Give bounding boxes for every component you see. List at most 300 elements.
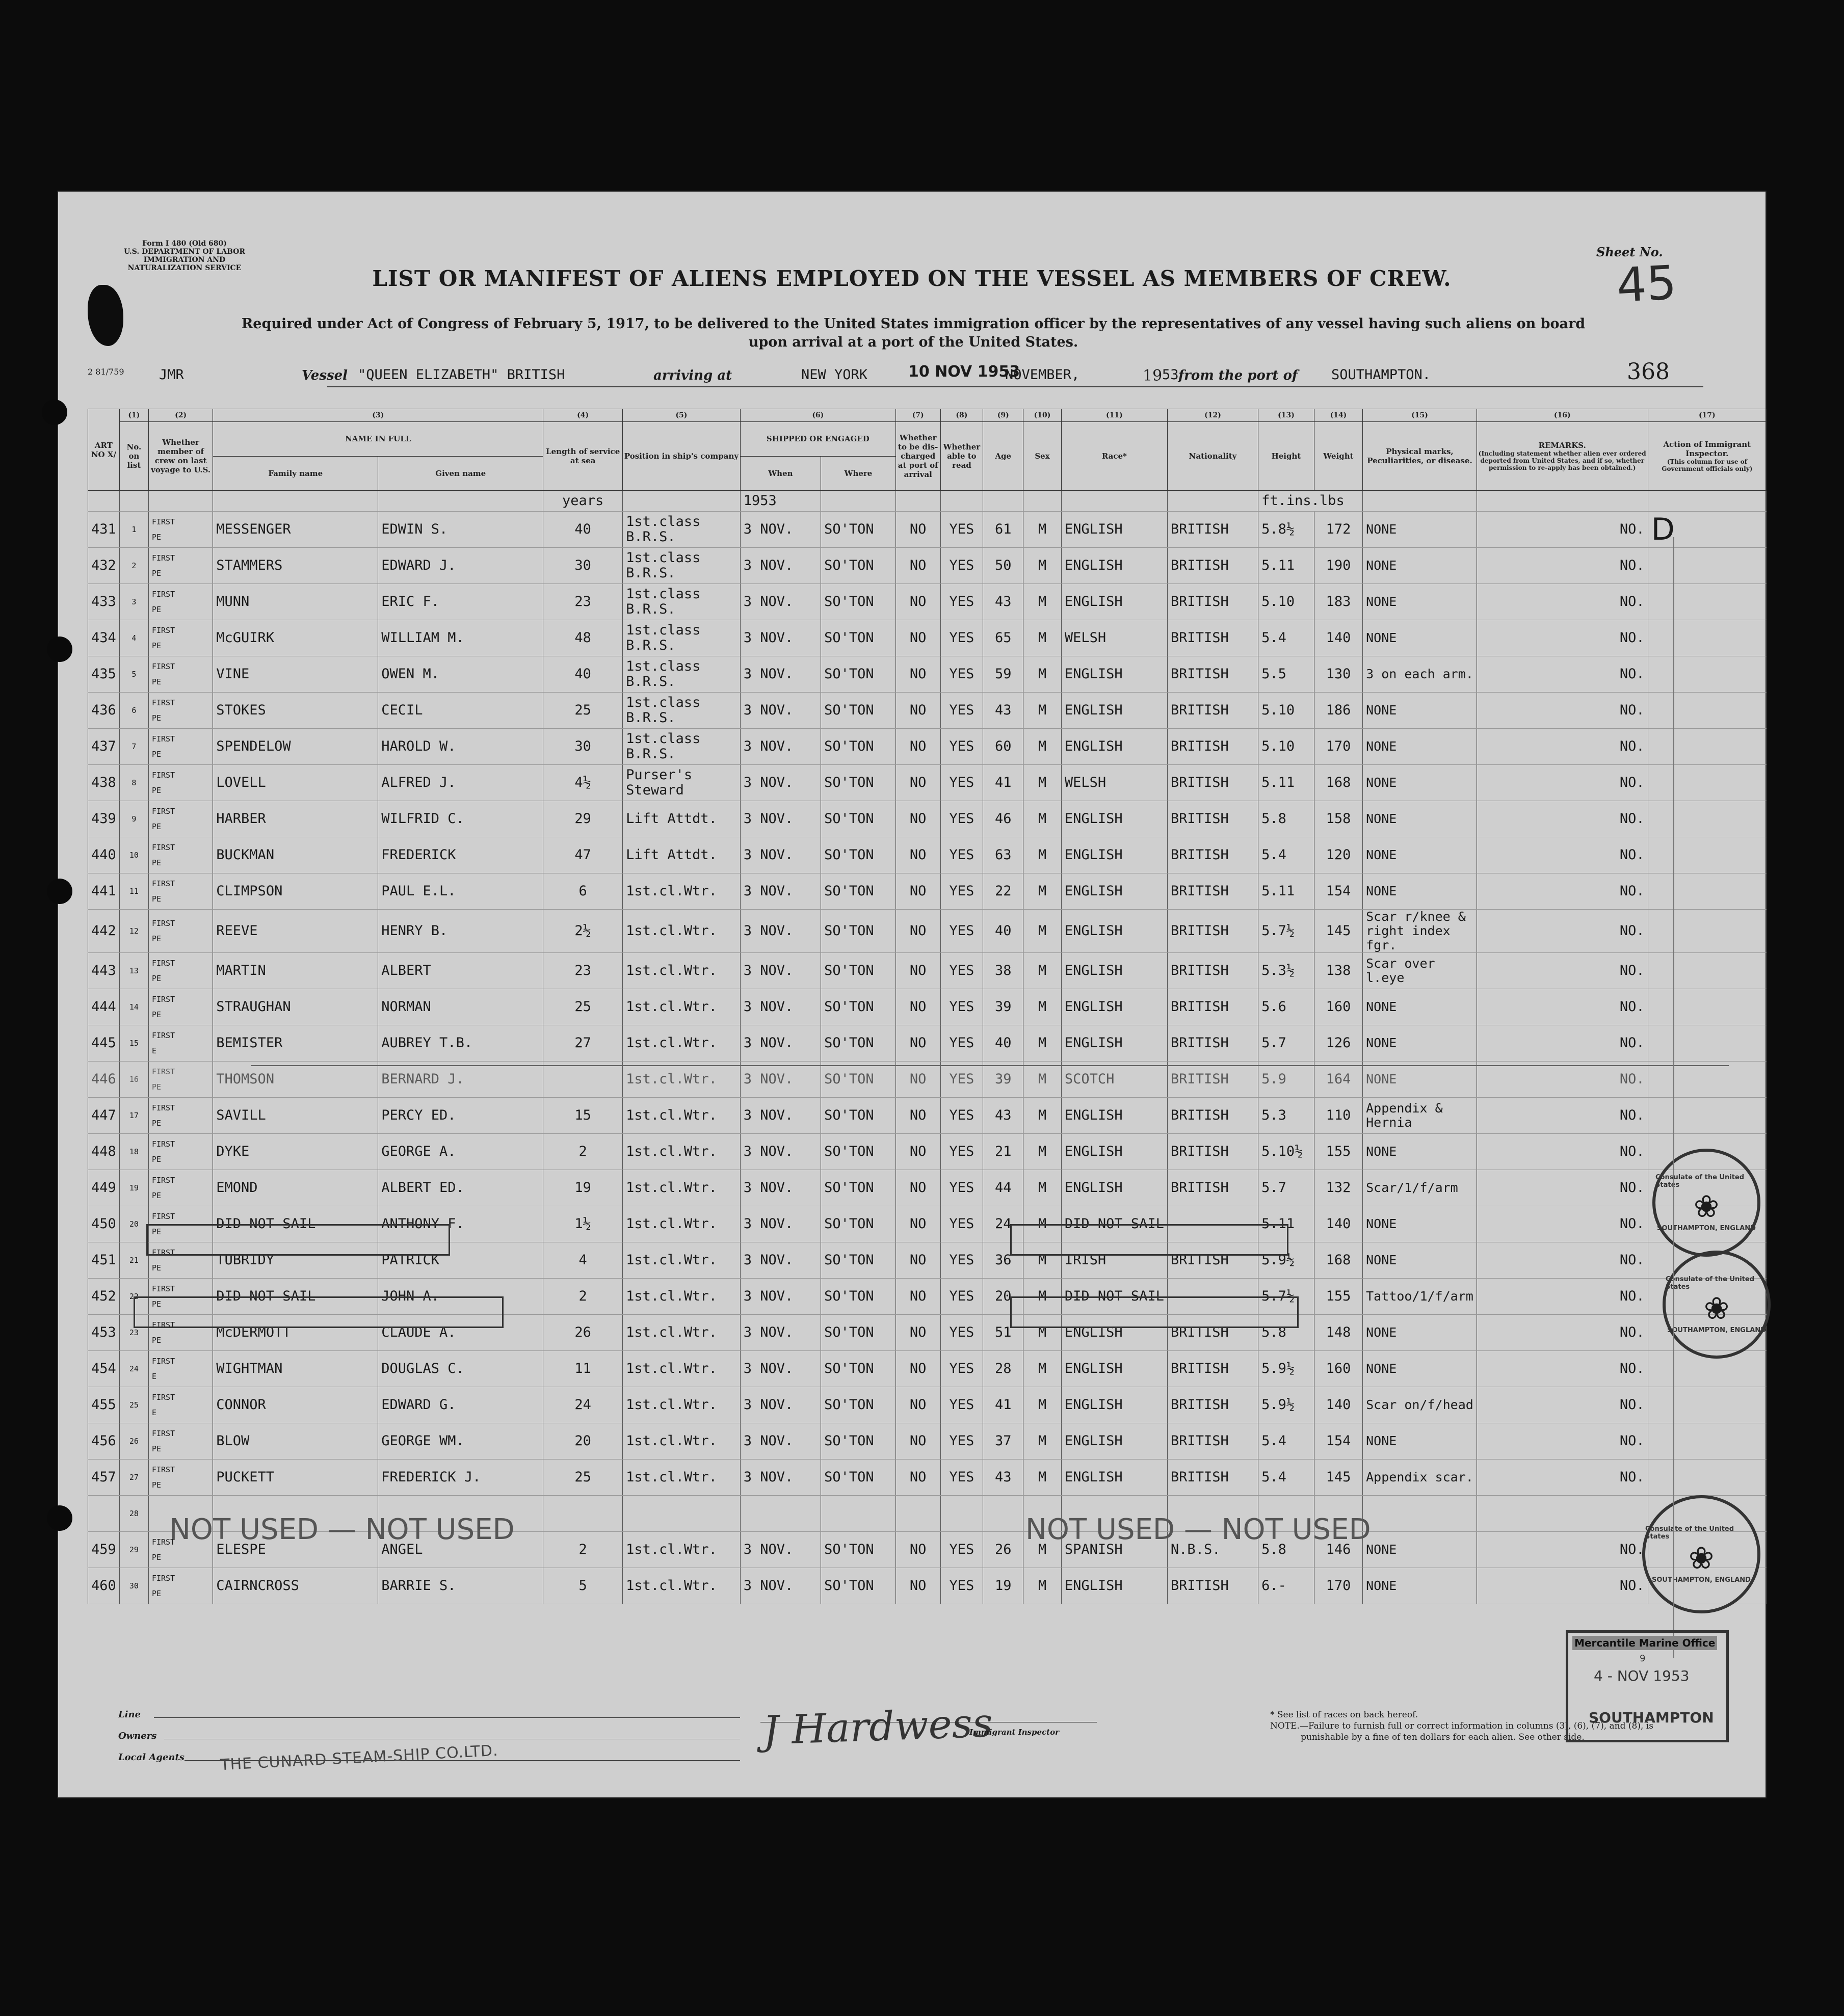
cell-remarks: NO. bbox=[1477, 584, 1648, 620]
cell-discharged: NO bbox=[895, 953, 940, 989]
cell-physical-marks: NONE bbox=[1363, 1242, 1477, 1279]
cell-remarks: NO. bbox=[1477, 953, 1648, 989]
position-line: 1st.cl.Wtr. bbox=[626, 1433, 717, 1449]
cell-art-number: 460 bbox=[88, 1568, 120, 1604]
cell-weight: 155 bbox=[1314, 1134, 1362, 1170]
cell-age: 26 bbox=[983, 1532, 1023, 1568]
cell-crew-member-status bbox=[148, 1460, 213, 1496]
cell-sex: M bbox=[1023, 1170, 1062, 1206]
cell-race: ENGLISH bbox=[1061, 1387, 1167, 1423]
cell-race: ENGLISH bbox=[1061, 1315, 1167, 1351]
cell-discharged: NO bbox=[895, 1098, 940, 1134]
punch-hole bbox=[47, 879, 72, 904]
cell-height: 5.9½ bbox=[1258, 1351, 1314, 1387]
position-line: 1st.cl.Wtr. bbox=[626, 1578, 717, 1594]
cell-discharged bbox=[895, 1496, 940, 1532]
cell-shipped-where: SO'TON bbox=[821, 1170, 896, 1206]
cell-remarks: NO. bbox=[1477, 1206, 1648, 1242]
subtitle-line-2: upon arrival at a port of the United States. bbox=[748, 334, 1078, 350]
cell-age: 40 bbox=[983, 1025, 1023, 1062]
document-subtitle bbox=[210, 315, 1617, 352]
cell-nationality: BRITISH bbox=[1167, 1568, 1258, 1604]
cell-age: 41 bbox=[983, 765, 1023, 801]
cell-inspector-action bbox=[1648, 910, 1766, 953]
cell-age: 63 bbox=[983, 837, 1023, 873]
cell-list-number: 6 bbox=[119, 693, 148, 729]
cell-shipped-when: 3 NOV. bbox=[740, 953, 821, 989]
cell-crew-member-status bbox=[148, 989, 213, 1025]
table-row bbox=[88, 910, 1767, 953]
cell-discharged: NO bbox=[895, 729, 940, 765]
col-weight: Weight bbox=[1314, 422, 1362, 491]
cell-inspector-action bbox=[1648, 837, 1766, 873]
cell-given-name: DOUGLAS C. bbox=[378, 1351, 543, 1387]
cell-art-number: 445 bbox=[88, 1025, 120, 1062]
crew-member-line: PE bbox=[151, 1444, 162, 1453]
cell-position bbox=[623, 1206, 741, 1242]
cell-weight: 190 bbox=[1314, 548, 1362, 584]
cell-shipped-when bbox=[740, 1496, 821, 1532]
cell-position bbox=[623, 1532, 741, 1568]
position-line: 1st.cl.Wtr. bbox=[626, 999, 717, 1015]
cell-list-number: 7 bbox=[119, 729, 148, 765]
position-line: Lift Attdt. bbox=[626, 847, 717, 863]
cell-race: ENGLISH bbox=[1061, 1098, 1167, 1134]
crew-member-line: PE bbox=[151, 1082, 162, 1092]
cell-nationality: BRITISH bbox=[1167, 1315, 1258, 1351]
punch-hole bbox=[47, 1505, 72, 1531]
cell-height: 5.11 bbox=[1258, 1206, 1314, 1242]
arrival-port: NEW YORK bbox=[801, 367, 868, 383]
crew-member-line: PE bbox=[151, 1299, 162, 1309]
cell-physical-marks: Scar r/knee & right index fgr. bbox=[1363, 910, 1477, 953]
cell-able-read: YES bbox=[940, 837, 983, 873]
cell-physical-marks: 3 on each arm. bbox=[1363, 656, 1477, 693]
cell-shipped-where: SO'TON bbox=[821, 837, 896, 873]
cell-discharged: NO bbox=[895, 1315, 940, 1351]
cell-family-name: THOMSON bbox=[213, 1062, 378, 1098]
crew-member-line: PE bbox=[151, 641, 162, 650]
col-num: (17) bbox=[1648, 409, 1766, 422]
cell-shipped-where: SO'TON bbox=[821, 1025, 896, 1062]
manifest-sheet bbox=[57, 191, 1767, 1798]
cell-list-number: 25 bbox=[119, 1387, 148, 1423]
crew-member-line: FIRST bbox=[151, 553, 175, 563]
line-underline bbox=[154, 1717, 740, 1718]
cell-race: ENGLISH bbox=[1061, 910, 1167, 953]
col-num: (16) bbox=[1477, 409, 1648, 422]
crew-member-line: PE bbox=[151, 605, 162, 614]
cell-crew-member-status bbox=[148, 1062, 213, 1098]
cell-nationality: N.B.S. bbox=[1167, 1532, 1258, 1568]
cell-shipped-when: 3 NOV. bbox=[740, 989, 821, 1025]
position-line: B.R.S. bbox=[626, 565, 676, 581]
cell-sex: M bbox=[1023, 1532, 1062, 1568]
crew-member-line: FIRST bbox=[151, 517, 175, 526]
cell-discharged: NO bbox=[895, 584, 940, 620]
position-line: 1st.cl.Wtr. bbox=[626, 1361, 717, 1376]
cell-position bbox=[623, 729, 741, 765]
col-num: (4) bbox=[543, 409, 623, 422]
cell-family-name: BEMISTER bbox=[213, 1025, 378, 1062]
cell-physical-marks: NONE bbox=[1363, 873, 1477, 910]
cell-age: 50 bbox=[983, 548, 1023, 584]
col-num: (1) bbox=[119, 409, 148, 422]
table-row bbox=[88, 765, 1767, 801]
cell-physical-marks: NONE bbox=[1363, 584, 1477, 620]
cell-service-length: 2 bbox=[543, 1134, 623, 1170]
cell-able-read: YES bbox=[940, 1062, 983, 1098]
cell-nationality: BRITISH bbox=[1167, 765, 1258, 801]
cell-position bbox=[623, 1098, 741, 1134]
cell-list-number: 14 bbox=[119, 989, 148, 1025]
table-row bbox=[88, 1460, 1767, 1496]
position-line: B.R.S. bbox=[626, 674, 676, 689]
cell-art-number: 438 bbox=[88, 765, 120, 801]
cell-height: 5.7½ bbox=[1258, 1279, 1314, 1315]
cell-position bbox=[623, 1568, 741, 1604]
cell-weight: 132 bbox=[1314, 1170, 1362, 1206]
cell-family-name: MUNN bbox=[213, 584, 378, 620]
cell-able-read: YES bbox=[940, 910, 983, 953]
arriving-label: arriving at bbox=[653, 368, 732, 383]
cell-art-number: 454 bbox=[88, 1351, 120, 1387]
action-title: Action of Immigrant Inspector. bbox=[1663, 440, 1751, 458]
cell-able-read: YES bbox=[940, 1242, 983, 1279]
document-title: LIST OR MANIFEST OF ALIENS EMPLOYED ON THE VESSEL AS MEMBERS OF CREW. bbox=[372, 266, 1452, 291]
col-given-name: Given name bbox=[378, 456, 543, 491]
col-height: Height bbox=[1258, 422, 1314, 491]
col-remarks bbox=[1477, 422, 1648, 491]
cell-art-number: 440 bbox=[88, 837, 120, 873]
cell-given-name: HENRY B. bbox=[378, 910, 543, 953]
cell-nationality: BRITISH bbox=[1167, 873, 1258, 910]
cell-race: ENGLISH bbox=[1061, 656, 1167, 693]
cell-crew-member-status bbox=[148, 837, 213, 873]
cell-inspector-action bbox=[1648, 953, 1766, 989]
cell-art-number: 449 bbox=[88, 1170, 120, 1206]
cell-service-length: 40 bbox=[543, 512, 623, 548]
cell-discharged: NO bbox=[895, 1206, 940, 1242]
table-row bbox=[88, 1025, 1767, 1062]
cell-discharged: NO bbox=[895, 1170, 940, 1206]
cell-family-name: SAVILL bbox=[213, 1098, 378, 1134]
cell-sex: M bbox=[1023, 953, 1062, 989]
cell-race: WELSH bbox=[1061, 765, 1167, 801]
cell-family-name: STOKES bbox=[213, 693, 378, 729]
cell-family-name: McDERMOTT bbox=[213, 1315, 378, 1351]
cell-sex: M bbox=[1023, 801, 1062, 837]
note-line-1: NOTE.—Failure to furnish full or correct information in columns (3), (6), (7), and (8), is bbox=[1270, 1721, 1653, 1731]
col-num: (7) bbox=[895, 409, 940, 422]
cell-race: ENGLISH bbox=[1061, 1460, 1167, 1496]
cell-weight: 183 bbox=[1314, 584, 1362, 620]
arrival-month: NOVEMBER, bbox=[1005, 367, 1080, 383]
cell-shipped-where: SO'TON bbox=[821, 1279, 896, 1315]
cell-position bbox=[623, 1387, 741, 1423]
cell-age: 39 bbox=[983, 989, 1023, 1025]
cell-height: 5.8 bbox=[1258, 1315, 1314, 1351]
cell-position bbox=[623, 584, 741, 620]
cell-inspector-action bbox=[1648, 584, 1766, 620]
mercantile-office-label: Mercantile Marine Office bbox=[1572, 1636, 1717, 1650]
position-line: B.R.S. bbox=[626, 710, 676, 726]
cell-nationality: BRITISH bbox=[1167, 656, 1258, 693]
cell-service-length: 6 bbox=[543, 873, 623, 910]
action-note: (This column for use of Government officials only) bbox=[1662, 458, 1753, 472]
cell-physical-marks: Appendix scar. bbox=[1363, 1460, 1477, 1496]
cell-service-length: 29 bbox=[543, 801, 623, 837]
table-row bbox=[88, 620, 1767, 656]
cell-list-number: 24 bbox=[119, 1351, 148, 1387]
cell-able-read: YES bbox=[940, 1532, 983, 1568]
col-num: (3) bbox=[213, 409, 543, 422]
crew-member-line: FIRST bbox=[151, 1429, 175, 1438]
cell-crew-member-status bbox=[148, 1025, 213, 1062]
cell-able-read: YES bbox=[940, 1568, 983, 1604]
cell-list-number: 22 bbox=[119, 1279, 148, 1315]
table-row bbox=[88, 989, 1767, 1025]
cell-physical-marks: NONE bbox=[1363, 801, 1477, 837]
cell-age: 20 bbox=[983, 1279, 1023, 1315]
cell-crew-member-status bbox=[148, 1568, 213, 1604]
crew-member-line: FIRST bbox=[151, 771, 175, 780]
cell-art-number: 452 bbox=[88, 1279, 120, 1315]
cell-weight: 146 bbox=[1314, 1532, 1362, 1568]
line-label: Line bbox=[118, 1709, 141, 1720]
cell-position bbox=[623, 837, 741, 873]
cell-nationality: BRITISH bbox=[1167, 1062, 1258, 1098]
cell-given-name: ANTHONY F. bbox=[378, 1206, 543, 1242]
cell-height: 5.5 bbox=[1258, 656, 1314, 693]
cell-family-name: BUCKMAN bbox=[213, 837, 378, 873]
vessel-name: "QUEEN ELIZABETH" BRITISH bbox=[358, 367, 565, 383]
cell-position bbox=[623, 1279, 741, 1315]
cell-list-number: 5 bbox=[119, 656, 148, 693]
cell-shipped-when: 3 NOV. bbox=[740, 1242, 821, 1279]
cell-art-number: 446 bbox=[88, 1062, 120, 1098]
cell-shipped-where: SO'TON bbox=[821, 1242, 896, 1279]
cell-weight: 140 bbox=[1314, 1206, 1362, 1242]
cell-art-number: 434 bbox=[88, 620, 120, 656]
cell-race: ENGLISH bbox=[1061, 873, 1167, 910]
units-years: years bbox=[543, 491, 623, 512]
table-row bbox=[88, 729, 1767, 765]
cell-family-name: SPENDELOW bbox=[213, 729, 378, 765]
cell-remarks: NO. bbox=[1477, 1568, 1648, 1604]
cell-crew-member-status bbox=[148, 1134, 213, 1170]
cell-shipped-where: SO'TON bbox=[821, 729, 896, 765]
cell-shipped-where: SO'TON bbox=[821, 620, 896, 656]
cell-physical-marks: Scar/1/f/arm bbox=[1363, 1170, 1477, 1206]
crew-member-line: PE bbox=[151, 1263, 162, 1272]
cell-physical-marks: Tattoo/1/f/arm bbox=[1363, 1279, 1477, 1315]
cell-shipped-when: 3 NOV. bbox=[740, 765, 821, 801]
cell-height: 5.10 bbox=[1258, 693, 1314, 729]
crew-member-line: PE bbox=[151, 894, 162, 904]
cell-height: 5.11 bbox=[1258, 873, 1314, 910]
cell-art-number: 457 bbox=[88, 1460, 120, 1496]
cell-discharged: NO bbox=[895, 1279, 940, 1315]
cell-remarks: NO. bbox=[1477, 693, 1648, 729]
crew-member-line: PE bbox=[151, 1553, 162, 1562]
cell-list-number: 12 bbox=[119, 910, 148, 953]
cell-service-length: 47 bbox=[543, 837, 623, 873]
cell-height: 5.11 bbox=[1258, 548, 1314, 584]
crew-member-line: PE bbox=[151, 786, 162, 795]
cell-nationality: BRITISH bbox=[1167, 693, 1258, 729]
cell-inspector-action bbox=[1648, 1025, 1766, 1062]
cell-given-name: GEORGE WM. bbox=[378, 1423, 543, 1460]
cell-service-length: 2½ bbox=[543, 910, 623, 953]
cell-service-length: 5 bbox=[543, 1568, 623, 1604]
cell-sex: M bbox=[1023, 656, 1062, 693]
cell-able-read bbox=[940, 1496, 983, 1532]
cell-crew-member-status bbox=[148, 620, 213, 656]
cell-height: 5.10 bbox=[1258, 729, 1314, 765]
cell-age: 22 bbox=[983, 873, 1023, 910]
cell-age: 43 bbox=[983, 584, 1023, 620]
cell-crew-member-status bbox=[148, 1387, 213, 1423]
table-row bbox=[88, 1170, 1767, 1206]
remarks-title: REMARKS. bbox=[1538, 441, 1586, 450]
cell-inspector-action bbox=[1648, 1098, 1766, 1134]
cell-able-read: YES bbox=[940, 1351, 983, 1387]
cell-age: 61 bbox=[983, 512, 1023, 548]
cell-height: 5.4 bbox=[1258, 837, 1314, 873]
cell-able-read: YES bbox=[940, 1170, 983, 1206]
cell-crew-member-status bbox=[148, 953, 213, 989]
sheet-number-handwritten: 45 bbox=[1615, 255, 1678, 313]
cell-service-length: 25 bbox=[543, 693, 623, 729]
consulate-seal bbox=[1652, 1149, 1760, 1257]
arrival-date-stamp: 10 NOV 1953 bbox=[908, 363, 1020, 381]
cell-family-name: CLIMPSON bbox=[213, 873, 378, 910]
cell-able-read: YES bbox=[940, 512, 983, 548]
position-line: 1st.cl.Wtr. bbox=[626, 1288, 717, 1304]
mercantile-office-stamp bbox=[1566, 1630, 1729, 1742]
cell-weight: 148 bbox=[1314, 1315, 1362, 1351]
cell-given-name: OWEN M. bbox=[378, 656, 543, 693]
cell-inspector-action bbox=[1648, 1460, 1766, 1496]
punch-hole bbox=[47, 636, 72, 662]
cell-height: 5.9½ bbox=[1258, 1387, 1314, 1423]
consulate-seal-top: Consulate of the United States bbox=[1655, 1173, 1745, 1189]
cell-remarks: NO. bbox=[1477, 1279, 1648, 1315]
position-line: B.R.S. bbox=[626, 529, 676, 545]
cell-position bbox=[623, 1242, 741, 1279]
cell-able-read: YES bbox=[940, 1098, 983, 1134]
crew-member-line: FIRST bbox=[151, 995, 175, 1004]
cell-able-read: YES bbox=[940, 729, 983, 765]
cell-art-number: 459 bbox=[88, 1532, 120, 1568]
from-port-label: from the port of bbox=[1178, 368, 1298, 383]
cell-service-length: 19 bbox=[543, 1170, 623, 1206]
voyage-underline bbox=[327, 386, 1703, 387]
cell-service-length: 11 bbox=[543, 1351, 623, 1387]
cell-able-read: YES bbox=[940, 584, 983, 620]
cell-remarks: NO. bbox=[1477, 1098, 1648, 1134]
cell-position bbox=[623, 1460, 741, 1496]
note-line-2: punishable by a fine of ten dollars for each alien. See other side. bbox=[1301, 1732, 1585, 1742]
cell-given-name: PATRICK bbox=[378, 1242, 543, 1279]
position-line: 1st.cl.Wtr. bbox=[626, 1180, 717, 1196]
cell-nationality: BRITISH bbox=[1167, 620, 1258, 656]
cell-family-name: BLOW bbox=[213, 1423, 378, 1460]
col-whether-member: Whether member of crew on last voyage to U.S. bbox=[148, 422, 213, 491]
position-line: 1st.cl.Wtr. bbox=[626, 1071, 717, 1087]
crew-member-line: PE bbox=[151, 750, 162, 759]
cell-nationality: BRITISH bbox=[1167, 548, 1258, 584]
position-line: 1st.cl.Wtr. bbox=[626, 1542, 717, 1557]
cell-shipped-when: 3 NOV. bbox=[740, 1062, 821, 1098]
cell-remarks: NO. bbox=[1477, 765, 1648, 801]
cell-position bbox=[623, 1423, 741, 1460]
cell-race: ENGLISH bbox=[1061, 512, 1167, 548]
cell-discharged: NO bbox=[895, 910, 940, 953]
cell-shipped-when: 3 NOV. bbox=[740, 584, 821, 620]
race-note: * See list of races on back hereof. bbox=[1270, 1710, 1418, 1720]
cell-shipped-when: 3 NOV. bbox=[740, 1315, 821, 1351]
cell-age: 51 bbox=[983, 1315, 1023, 1351]
col-num: (9) bbox=[983, 409, 1023, 422]
cell-list-number: 20 bbox=[119, 1206, 148, 1242]
cell-family-name: DID NOT SAIL bbox=[213, 1206, 378, 1242]
cell-inspector-action bbox=[1648, 989, 1766, 1025]
table-row bbox=[88, 1062, 1767, 1098]
cell-height: 5.3 bbox=[1258, 1098, 1314, 1134]
position-line: B.R.S. bbox=[626, 746, 676, 762]
cell-nationality: BRITISH bbox=[1167, 1134, 1258, 1170]
cell-given-name: PERCY ED. bbox=[378, 1098, 543, 1134]
owners-label: Owners bbox=[118, 1731, 157, 1741]
col-where: Where bbox=[821, 456, 896, 491]
cell-crew-member-status bbox=[148, 1170, 213, 1206]
cell-nationality: BRITISH bbox=[1167, 584, 1258, 620]
cell-physical-marks: NONE bbox=[1363, 1351, 1477, 1387]
cell-inspector-action bbox=[1648, 1387, 1766, 1423]
cell-position bbox=[623, 656, 741, 693]
position-line: Steward bbox=[626, 782, 684, 798]
cell-service-length: 15 bbox=[543, 1098, 623, 1134]
cell-weight: 158 bbox=[1314, 801, 1362, 837]
cell-list-number: 13 bbox=[119, 953, 148, 989]
cell-shipped-when: 3 NOV. bbox=[740, 1568, 821, 1604]
cell-able-read: YES bbox=[940, 620, 983, 656]
cell-physical-marks: NONE bbox=[1363, 1532, 1477, 1568]
col-num: (6) bbox=[740, 409, 895, 422]
cell-position bbox=[623, 910, 741, 953]
cell-nationality: BRITISH bbox=[1167, 1351, 1258, 1387]
cell-given-name: JOHN A. bbox=[378, 1279, 543, 1315]
cell-height: 5.8 bbox=[1258, 1532, 1314, 1568]
cell-nationality: BRITISH bbox=[1167, 837, 1258, 873]
col-family-name: Family name bbox=[213, 456, 378, 491]
cell-list-number: 19 bbox=[119, 1170, 148, 1206]
cell-inspector-action bbox=[1648, 801, 1766, 837]
cell-list-number: 27 bbox=[119, 1460, 148, 1496]
cell-inspector-action bbox=[1648, 693, 1766, 729]
cell-crew-member-status bbox=[148, 584, 213, 620]
crew-member-line: PE bbox=[151, 1155, 162, 1164]
cell-physical-marks: NONE bbox=[1363, 1025, 1477, 1062]
cell-sex: M bbox=[1023, 1279, 1062, 1315]
cell-remarks: NO. bbox=[1477, 1423, 1648, 1460]
not-used-stamp-right: NOT USED — NOT USED bbox=[1025, 1513, 1371, 1546]
cell-physical-marks: Appendix & Hernia bbox=[1363, 1098, 1477, 1134]
cell-discharged: NO bbox=[895, 989, 940, 1025]
cell-age: 44 bbox=[983, 1170, 1023, 1206]
